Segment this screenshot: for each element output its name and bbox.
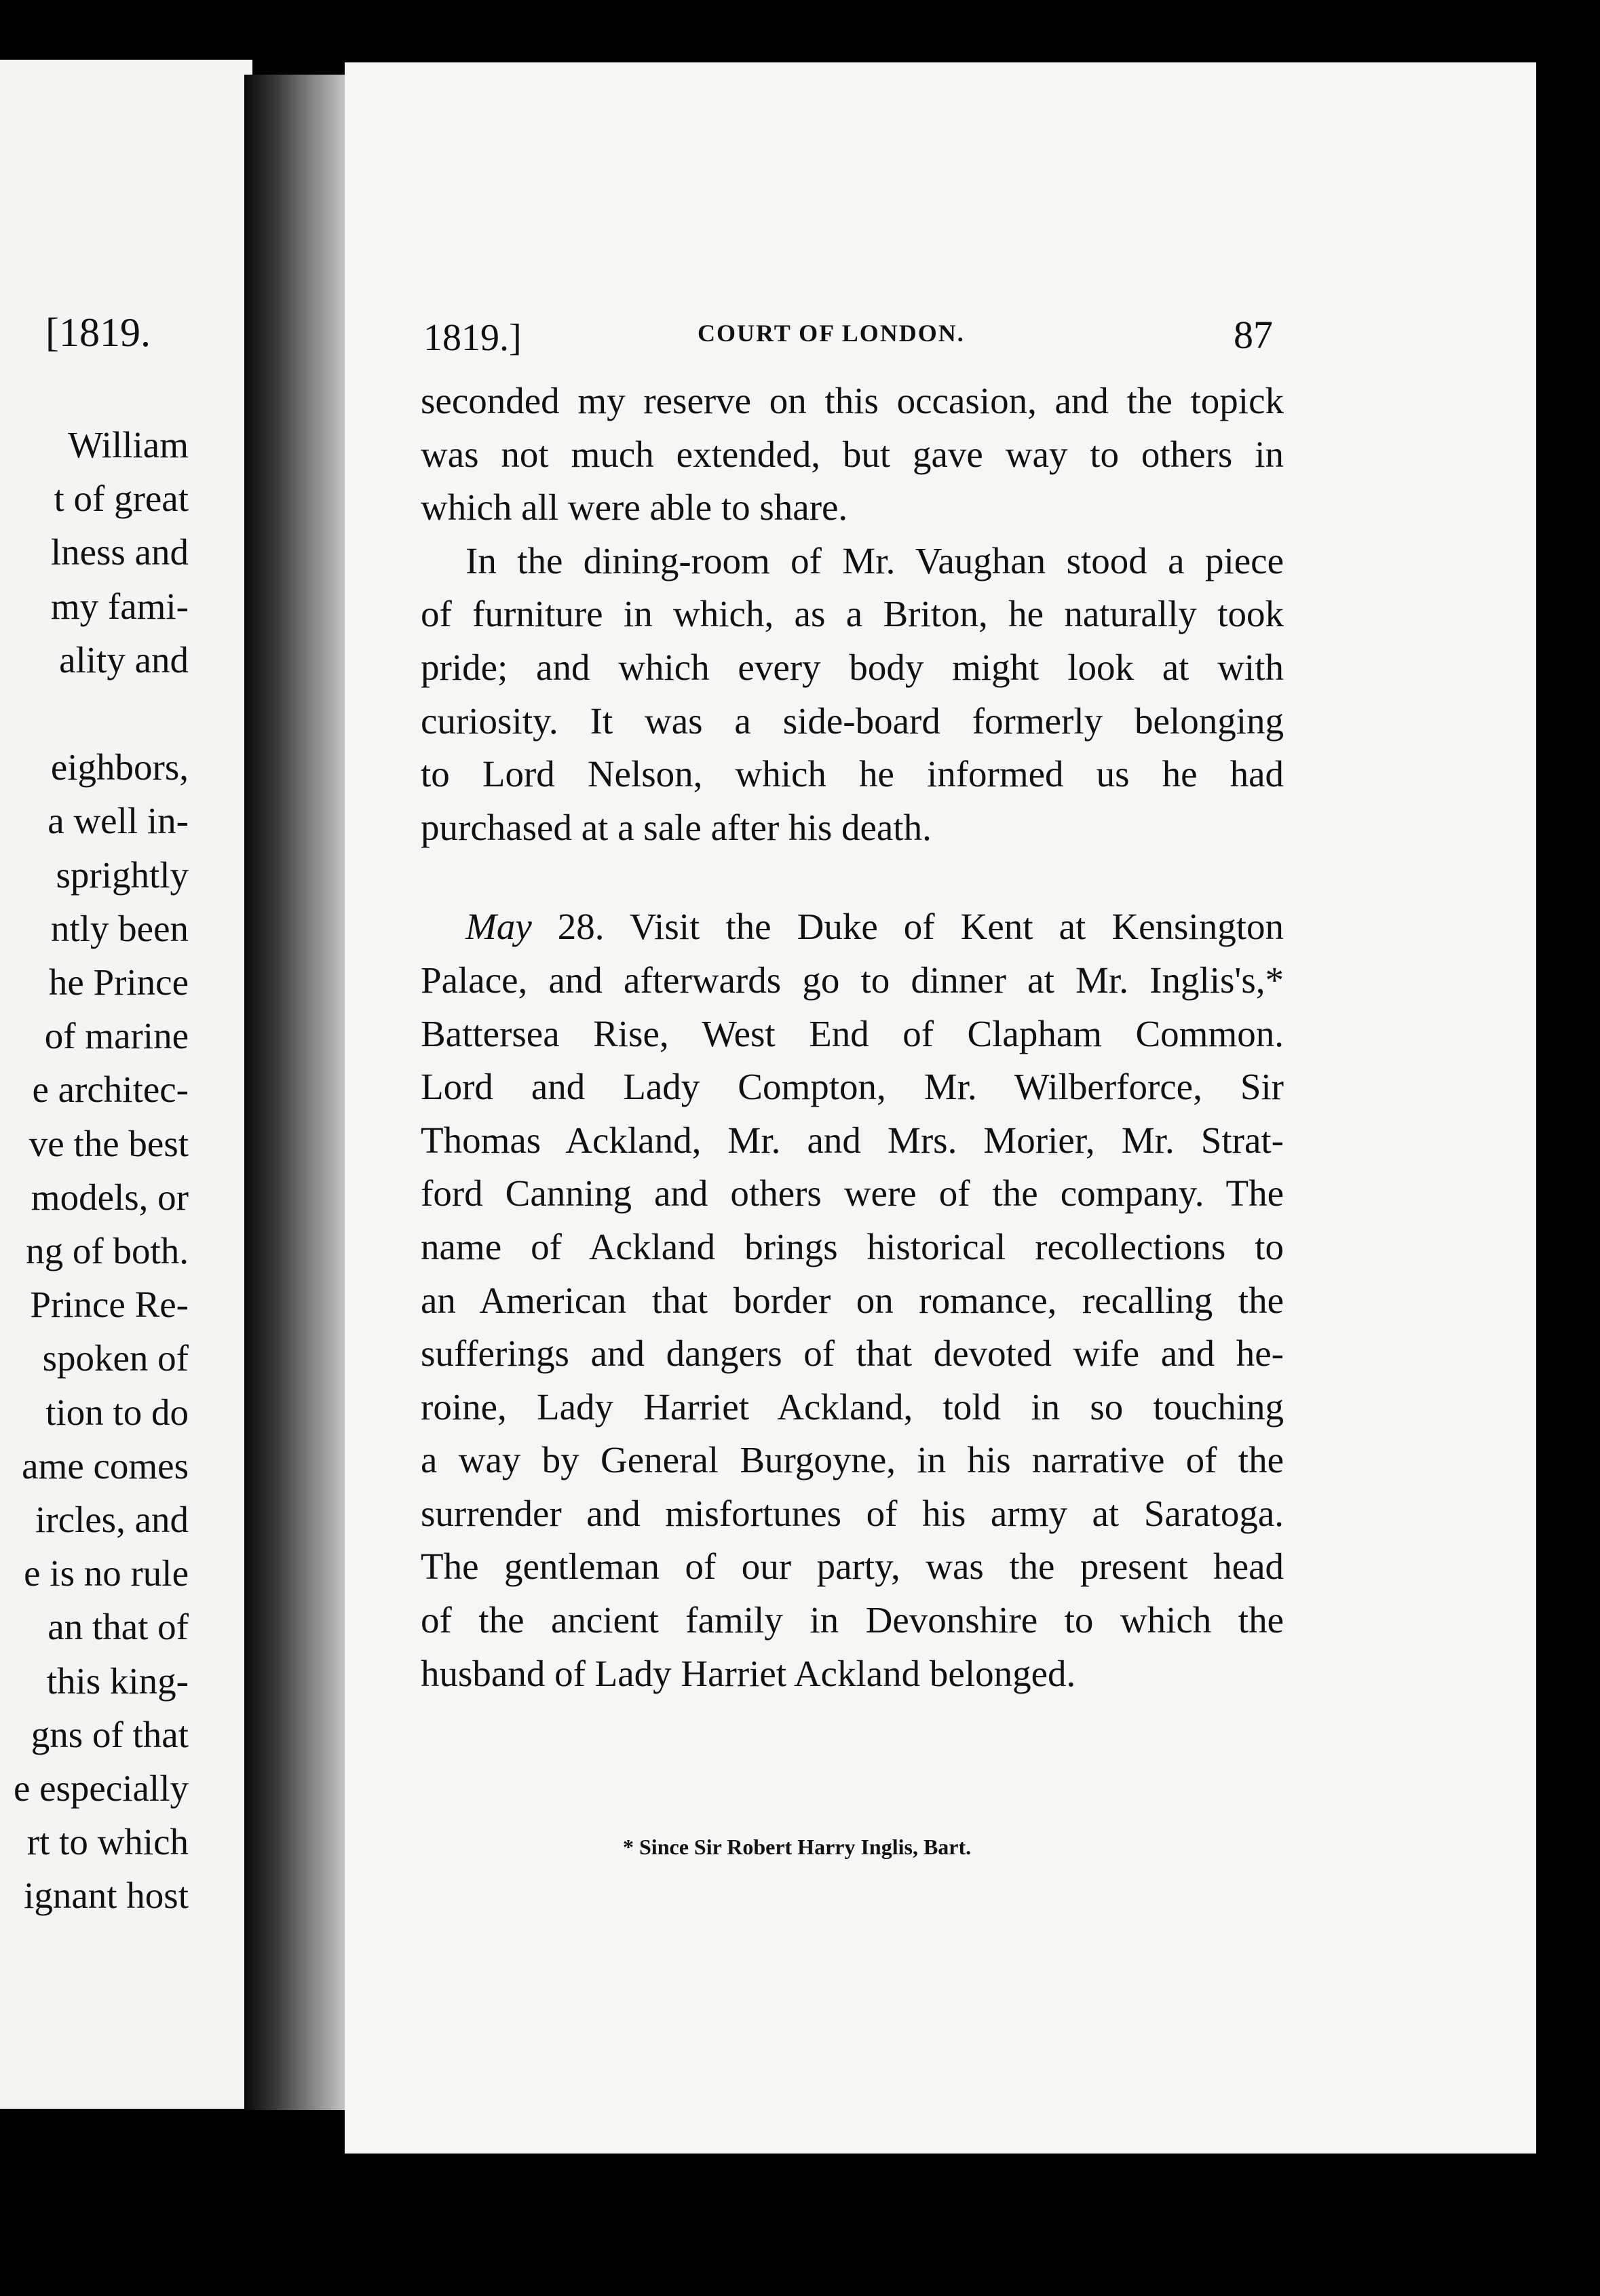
left-page-line: ng of both. [26,1230,189,1272]
left-page-line: ve the best [28,1122,189,1164]
left-page-line: of marine [44,1015,189,1057]
text-line-rest: 28. Visit the Duke of Kent at Kensington [531,906,1284,948]
text-line: The gentleman of our party, was the present head [421,1546,1284,1588]
text-line: seconded my reserve on this occasion, and the topick [421,380,1284,421]
left-page-line: my fami- [50,585,189,627]
left-page-line: spoken of [42,1337,189,1379]
left-page-line: ality and [59,638,189,681]
left-page-line: tion to do [45,1391,189,1433]
left-page-line: t of great [54,478,189,520]
text-line: of the ancient family in Devonshire to which the [421,1599,1284,1641]
text-line: In the dining-room of Mr. Vaughan stood a piece [465,539,1284,581]
left-page-line: e especially [13,1767,189,1810]
left-page-line: rt to which [26,1821,189,1863]
left-page-line: Prince Re- [30,1284,189,1326]
text-line: roine, Lady Harriet Ackland, told in so touching [421,1385,1284,1428]
left-page-line: lness and [50,531,189,573]
left-page-line: eighbors, [50,746,189,788]
text-line: ford Canning and others were of the company. The [421,1172,1284,1214]
text-line: to Lord Nelson, which he informed us he had [421,753,1284,795]
footnote: * Since Sir Robert Harry Inglis, Bart. [623,1835,972,1859]
text-line: surrender and misfortunes of his army at Saratoga. [421,1492,1284,1534]
text-line: pride; and which every body might look at with [421,646,1284,688]
running-head-year: 1819.] [423,317,522,359]
paragraph-gap [421,854,1284,900]
page-number: 87 [1234,313,1273,357]
left-page-line: ame comes [22,1444,189,1487]
left-page-text [14,418,189,1923]
left-page-line [14,687,189,740]
text-line: of furniture in which, as a Briton, he naturally took [421,593,1284,635]
right-page [345,62,1536,2154]
left-page-line: this king- [46,1660,189,1702]
text-line: an American that border on romance, recalling the [421,1279,1284,1321]
text-line: curiosity. It was a side-board formerly belonging [421,700,1284,742]
left-page-line: an that of [47,1606,189,1648]
text-line [421,900,1284,954]
text-line: was not much extended, but gave way to others in [421,433,1284,475]
text-line: which all were able to share. [421,486,848,529]
left-page-line: ircles, and [35,1499,189,1541]
left-page-line: ignant host [24,1875,189,1917]
left-page-line: sprightly [56,854,189,896]
text-line: Palace, and afterwards go to dinner at Mr. Inglis's,* [421,959,1284,1001]
left-page-header: [1819. [45,310,151,355]
left-page-line: William [67,424,189,465]
left-page-line: e is no rule [24,1552,189,1594]
left-page-line: gns of that [31,1713,189,1755]
left-page-line: models, or [31,1176,189,1218]
left-page-line: a well in- [47,800,189,842]
text-line: husband of Lady Harriet Ackland belonged. [421,1652,1076,1694]
date-italic: May [465,906,532,948]
text-line: Lord and Lady Compton, Mr. Wilberforce, Sir [421,1066,1284,1108]
text-line: Thomas Ackland, Mr. and Mrs. Morier, Mr. Strat- [421,1119,1284,1161]
running-head-title: COURT OF LONDON. [698,320,965,347]
text-line: sufferings and dangers of that devoted wife and he- [421,1333,1284,1375]
left-page-line: ntly been [50,907,189,949]
left-page-line: he Prince [48,961,189,1003]
text-line: purchased at a sale after his death. [421,806,932,848]
left-page-line: e architec- [32,1069,189,1111]
text-line: Battersea Rise, West End of Clapham Common. [421,1012,1284,1054]
left-facing-page [0,60,252,2109]
text-line: name of Ackland brings historical recollections to [421,1225,1284,1267]
body-text [421,375,1284,1700]
text-line: a way by General Burgoyne, in his narrative of the [421,1439,1284,1481]
